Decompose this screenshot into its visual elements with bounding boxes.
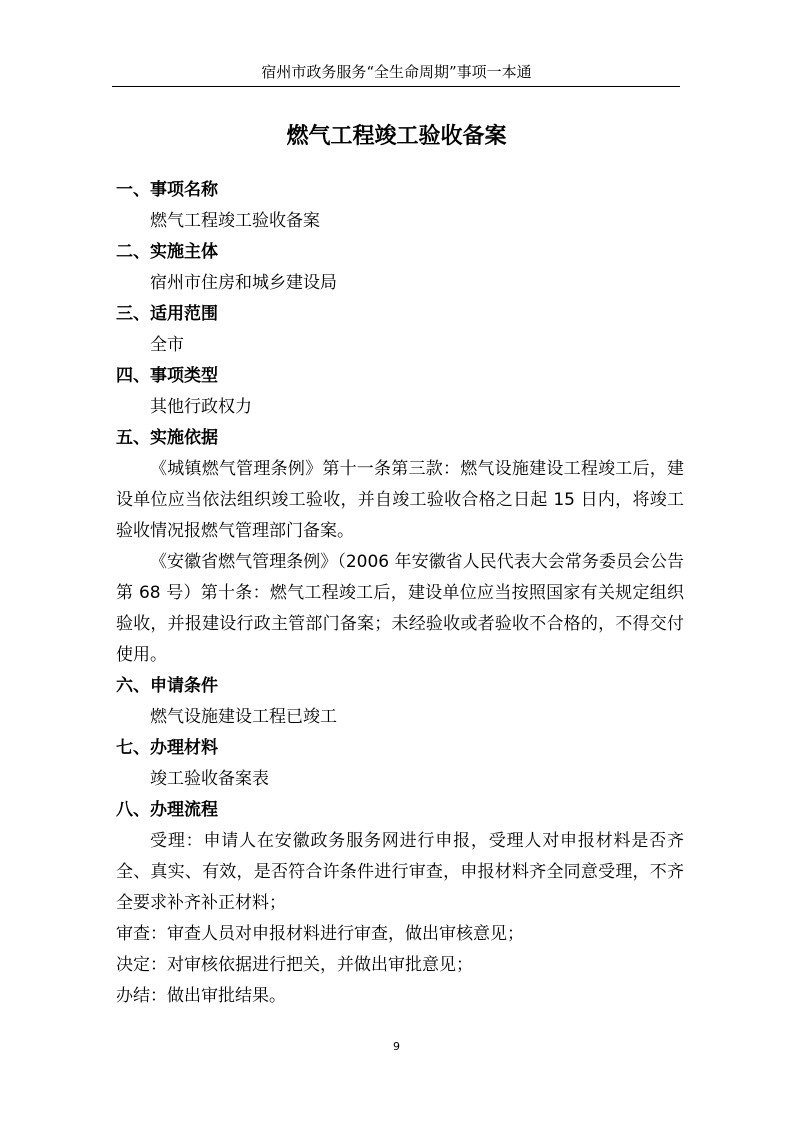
section-content-conditions: 燃气设施建设工程已竣工 [150,707,337,727]
process-step-accept: 受理：申请人在安徽政务服务网进行申报，受理人对申报材料是否齐全、真实、有效，是否符合许条件进行审查，申报材料齐全同意受理，不齐全要求补齐补正材料； [116,831,684,913]
process-step-decision: 决定：对审核依据进行把关，并做出审批意见； [116,955,473,975]
section-heading-process: 八、办理流程 [116,800,218,820]
process-step-conclude: 办结：做出审批结果。 [116,986,286,1006]
section-heading-materials: 七、办理材料 [116,738,218,758]
section-content-materials: 竣工验收备案表 [150,769,269,789]
section-heading-item-name: 一、事项名称 [116,180,218,200]
running-header: 宿州市政务服务“全生命周期”事项一本通 [261,63,532,81]
document-body [116,175,684,1012]
section-content-implementer: 宿州市住房和城乡建设局 [150,273,337,293]
section-heading-item-type: 四、事项类型 [116,366,218,386]
section-content-item-type: 其他行政权力 [150,397,252,417]
document-title: 燃气工程竣工验收备案 [286,124,507,149]
section-content-scope: 全市 [150,335,184,355]
process-step-review: 审查：审查人员对申报材料进行审查，做出审核意见； [116,924,524,944]
section-heading-scope: 三、适用范围 [116,304,218,324]
basis-paragraph: 《城镇燃气管理条例》第十一条第三款：燃气设施建设工程竣工后，建设单位应当依法组织竣工验收，并自竣工验收合格之日起 15 日内，将竣工验收情况报燃气管理部门备案。 [116,459,684,541]
header-divider [112,86,680,87]
section-content-item-name: 燃气工程竣工验收备案 [150,211,320,231]
page-number: 9 [393,1040,400,1053]
section-heading-basis: 五、实施依据 [116,428,218,448]
basis-paragraph: 《安徽省燃气管理条例》（2006 年安徽省人民代表大会常务委员会公告第 68 号）第十条：燃气工程竣工后，建设单位应当按照国家有关规定组织验收，并报建设行政主管部门备案；未经验收或者验收不合格的，不得交付使用。 [116,552,684,665]
section-heading-conditions: 六、申请条件 [116,676,218,696]
section-heading-implementer: 二、实施主体 [116,242,218,262]
